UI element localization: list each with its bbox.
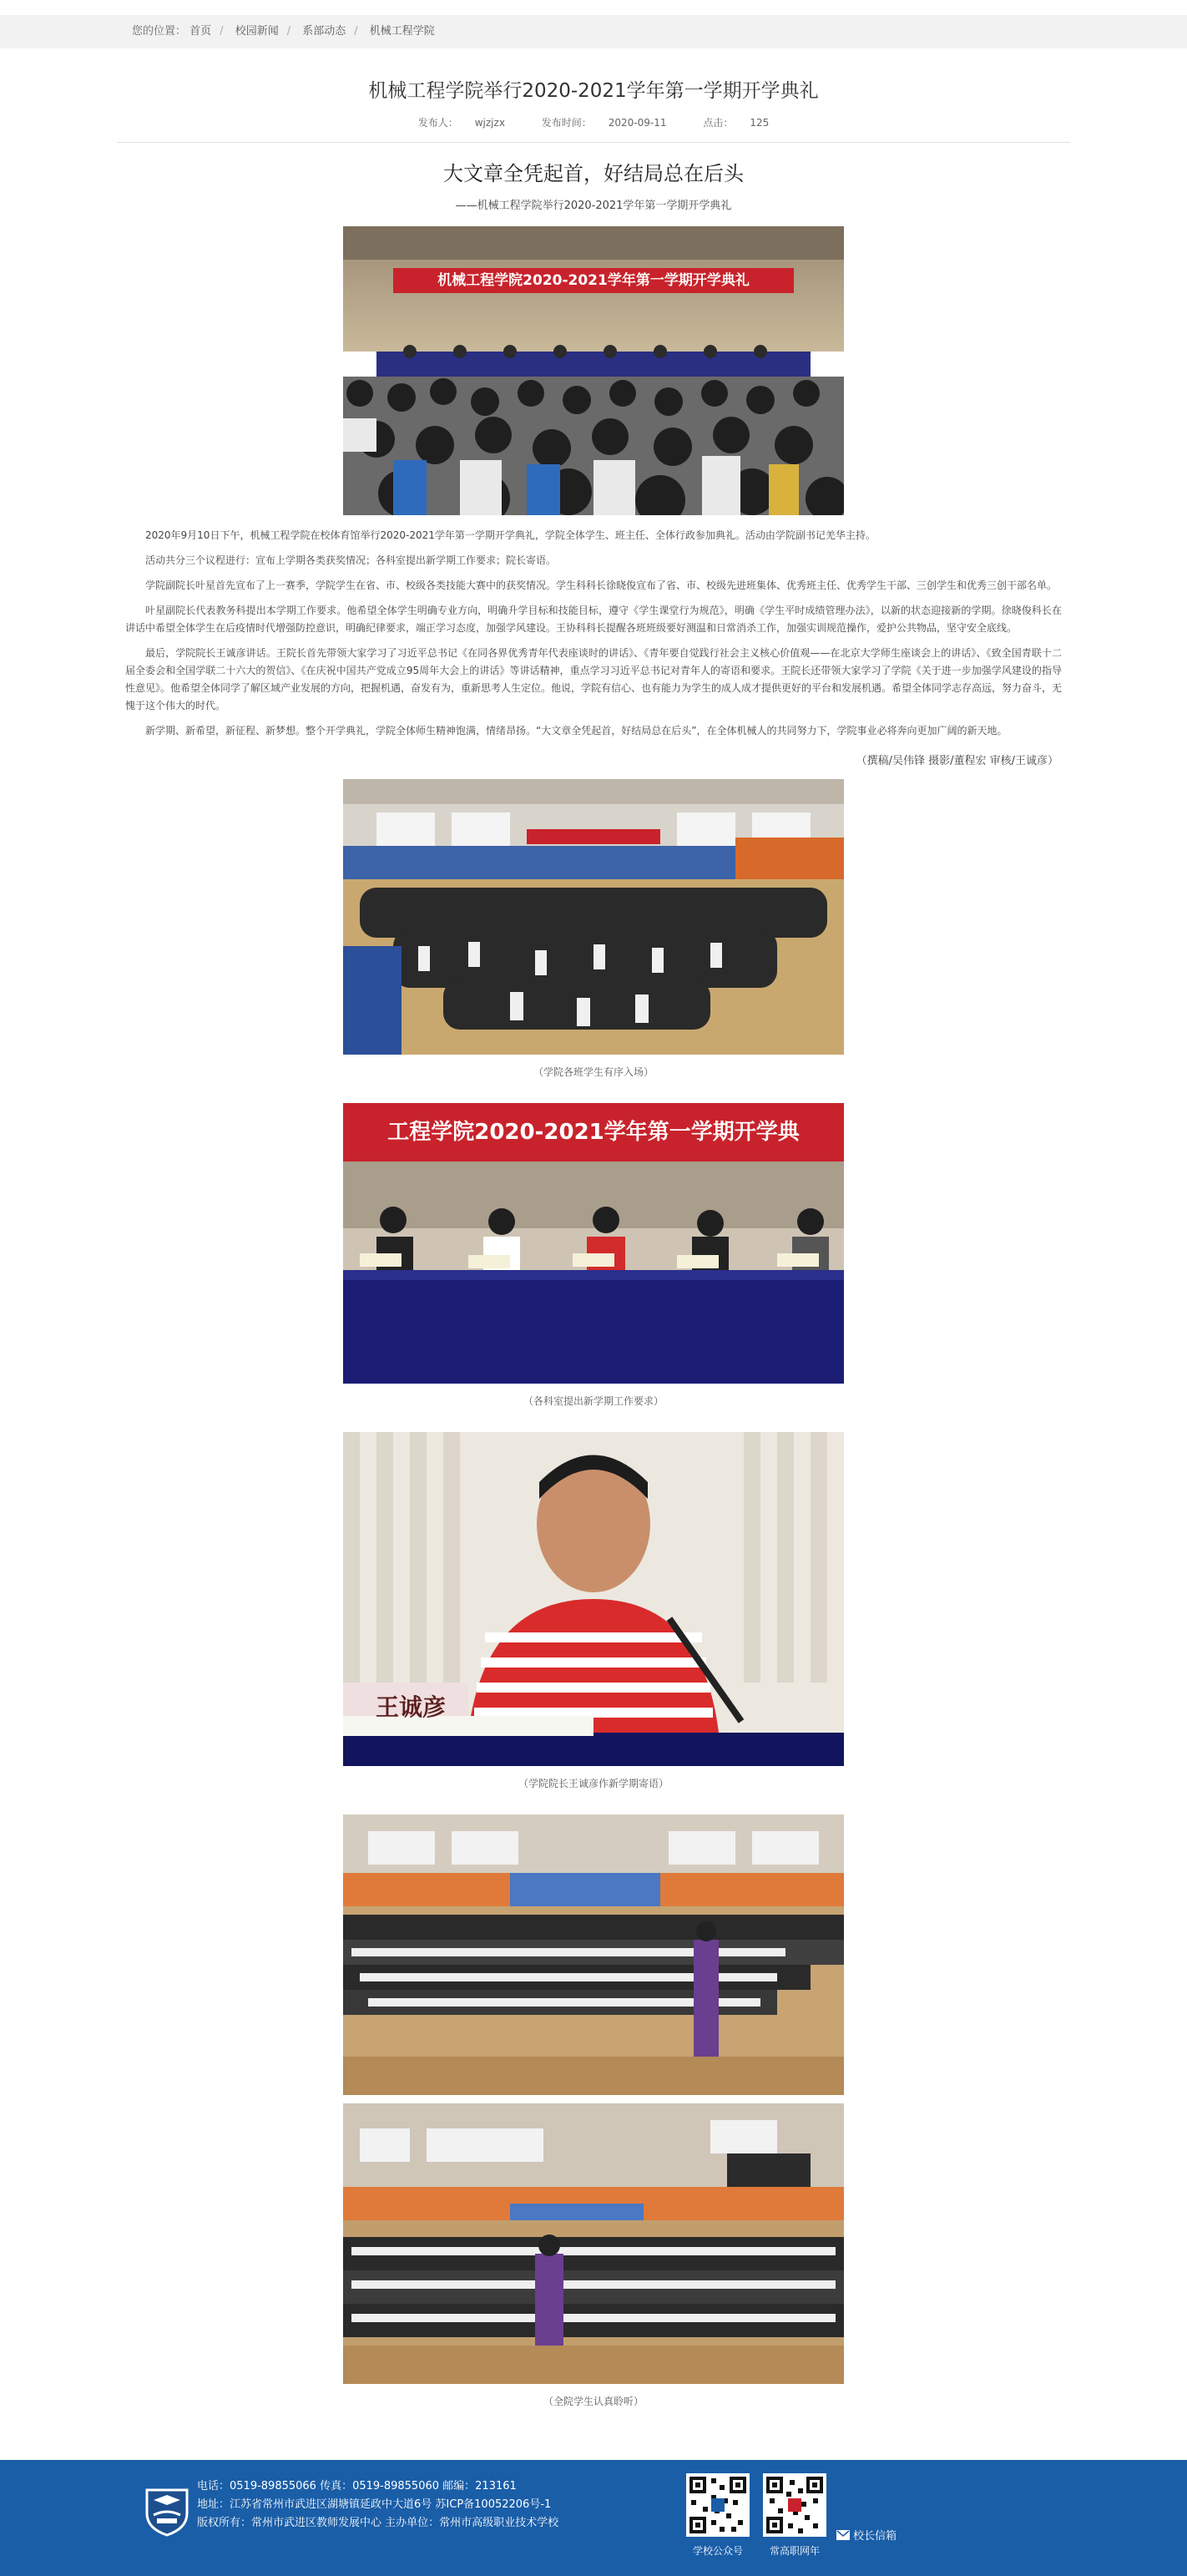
paragraph: 新学期、新希望，新征程、新梦想。整个开学典礼，学院全体师生精神饱满，情绪昂扬。“大文章全凭起首，好结局总在后头”，在全体机械人的共同努力下，学院事业必将奔向更加广阔的新天地。 [145, 725, 1008, 736]
qr-label: 学校公众号 [692, 2545, 743, 2557]
qr-label: 常高职网年 [769, 2545, 820, 2557]
publish-date: 2020-09-11 [608, 117, 667, 129]
footer-address: 地址：江苏省常州市武进区湖塘镇延政中大道6号 苏ICP备10052206号-1 [197, 2498, 552, 2511]
article-body [117, 159, 1070, 2409]
paragraph: 2020年9月10日下午，机械工程学院在校体育馆举行2020-2021学年第一学期开学典礼，学院全体学生、班主任、全体行政参加典礼。活动由学院副书记羌华主持。 [145, 529, 876, 541]
divider [117, 142, 1070, 143]
article-byline: （撰稿/吴伟锋 摄影/董程宏 审核/王诚彦） [856, 755, 1058, 767]
paragraph: 学院副院长叶星首先宣布了上一赛季，学院学生在省、市、校级各类技能大赛中的获奖情况。学生科科长徐晓俊宣布了省、市、校级先进班集体、优秀班主任、优秀学生干部、三创学生和优秀三创干部名单。 [145, 579, 1058, 591]
paragraph: 叶星副院长代表教务科提出本学期工作要求。他希望全体学生明确专业方向，明确升学目标和技能目标，遵守《学生课堂行为规范》，明确《学生平时成绩管理办法》，以新的状态迎接新的学期。徐晓俊科长在讲话中希望全体学生在后疫情时代增强防控意识，明确纪律要求，端正学习态度，加强学风建设。王协科科长提醒各班班级要好测温和日常消杀工作，加强实训规范操作，爱护公共物品，坚守安全底线。 [125, 605, 1062, 634]
ceremony-photo [343, 226, 844, 515]
publisher: wjzjzx [474, 117, 505, 129]
photo-caption: （各科室提出新学期工作要求） [523, 1395, 664, 1407]
paragraph: 活动共分三个议程进行：宣布上学期各类获奖情况；各科室提出新学期工作要求；院长寄语。 [145, 554, 557, 566]
click-count: 125 [750, 117, 770, 129]
gym-entry-photo [343, 779, 844, 1055]
breadcrumb-prefix: 您的位置： [132, 25, 187, 38]
breadcrumb: 您的位置： 首页 / 校园新闻 / 系部动态 / 机械工程学院 [132, 25, 435, 38]
article-headline: 大文章全凭起首，好结局总在后头 [443, 162, 744, 185]
school-logo-icon [144, 2485, 190, 2537]
students-photo-2 [343, 2103, 844, 2384]
principal-mailbox-link[interactable] [836, 2527, 897, 2543]
banner-text: 工程学院2020-2021学年第一学期开学典 [387, 1120, 800, 1145]
breadcrumb-dept-news[interactable]: 系部动态 [302, 25, 346, 38]
footer-contact: 电话：0519-89855066 传真：0519-89855060 邮编：213161 [197, 2480, 517, 2492]
students-photo-1 [343, 1814, 844, 2095]
article-meta: 发布人： wjzjzx 发布时间： 2020-09-11 点击： 125 [417, 117, 770, 129]
breadcrumb-mech-college[interactable]: 机械工程学院 [369, 25, 435, 38]
paragraph: 最后，学院院长王诚彦讲话。王院长首先带领大家学习了习近平总书记《在同各界优秀青年代表座谈时的讲话》、《青年要自觉践行社会主义核心价值观——在北京大学师生座谈会上的讲话》、《致全国青联十二届全委会和全国学联二十六大的贺信》、《在庆祝中国共产党成立95周年大会上的讲话》等讲话精神，重点学习习近平总书记对青年人的寄语和要求。王院长还带领大家学习了学院《关于进一步加强学风建设的指导性意见》。他希望全体同学了解区域产业发展的方向，把握机遇，奋发有为，重新思考人生定位。他说，学院有信心、也有能力为学生的成人成才提供更好的平台和发展机遇。希望全体同学志存高远，努力奋斗，无愧于这个伟大的时代。 [125, 647, 1063, 711]
page-title: 机械工程学院举行2020-2021学年第一学期开学典礼 [368, 80, 819, 102]
qr-code-icon [763, 2473, 826, 2537]
qr-code-icon [686, 2473, 750, 2537]
mail-icon [836, 2530, 850, 2540]
footer-copyright: 版权所有：常州市武进区教师发展中心 主办单位：常州市高级职业技术学校 [197, 2517, 559, 2529]
photo-caption: （学院院长王诚彦作新学期寄语） [518, 1778, 669, 1789]
breadcrumb-home[interactable]: 首页 [189, 25, 212, 38]
article-subheadline: ——机械工程学院举行2020-2021学年第一学期开学典礼 [455, 200, 732, 212]
site-footer [0, 2460, 1187, 2576]
footer-info [197, 2477, 558, 2533]
breadcrumb-campus-news[interactable]: 校园新闻 [235, 25, 279, 38]
article-container [117, 48, 1070, 2409]
photo-caption: （学院各班学生有序入场） [533, 1066, 654, 1078]
banner-text: 机械工程学院2020-2021学年第一学期开学典礼 [437, 272, 750, 289]
mailbox-label[interactable]: 校长信箱 [853, 2530, 897, 2543]
speaker-photo [343, 1432, 844, 1766]
podium-photo [343, 1103, 844, 1384]
photo-caption: （全院学生认真聆听） [543, 2396, 644, 2407]
breadcrumb-bar [0, 15, 1187, 48]
nameplate: 王诚彦 [375, 1693, 446, 1721]
